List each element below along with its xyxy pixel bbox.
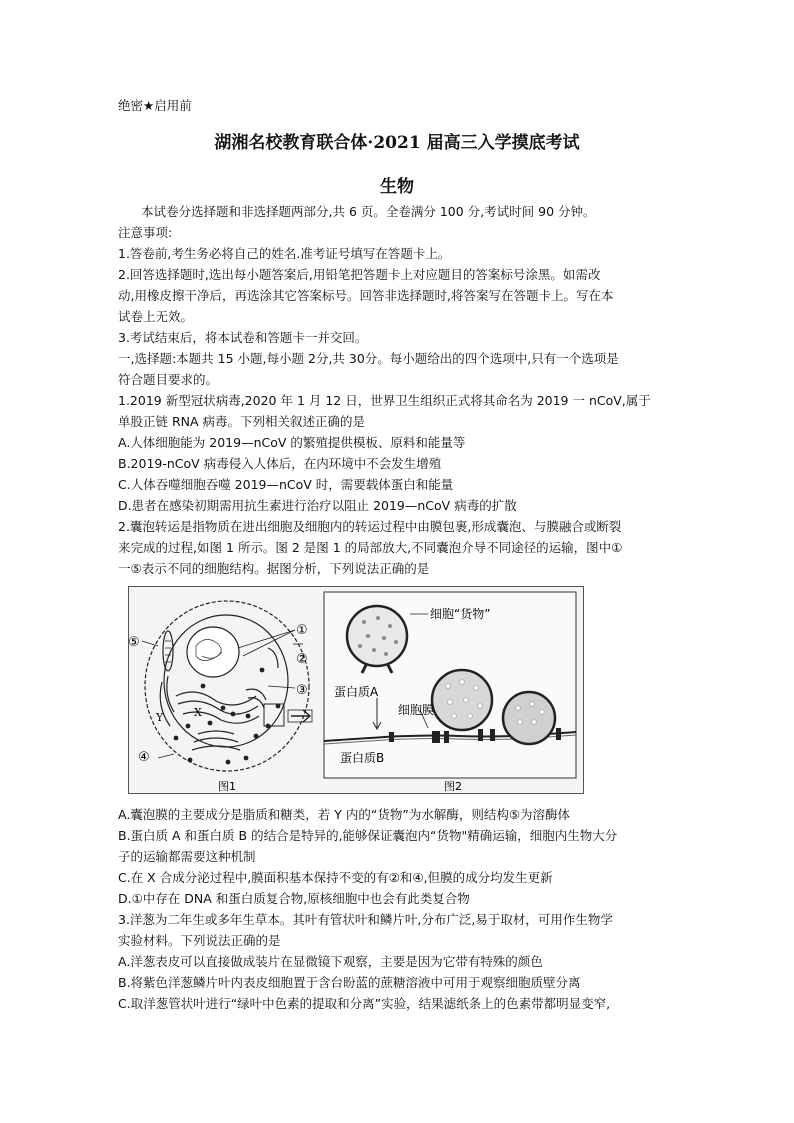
intro-line: 2.回答选择题时,选出每小题答案后,用铅笔把答题卡上对应题目的答案标号涂黑。如需改 bbox=[118, 267, 601, 282]
label-circled-5: ⑤ bbox=[128, 635, 140, 650]
protein-a-label: 蛋白质A bbox=[334, 685, 379, 699]
vesicle-transport-figure bbox=[128, 586, 584, 794]
vesicle-3 bbox=[503, 692, 555, 744]
protein-b-label: 蛋白质B bbox=[340, 751, 385, 765]
q1-option: C.人体吞噬细胞吞噬 2019—nCoV 时，需要载体蛋白和能量 bbox=[118, 477, 454, 492]
vesicle-1 bbox=[347, 606, 407, 666]
q1-option: D.患者在感染初期需用抗生素进行治疗以阻止 2019—nCoV 病毒的扩散 bbox=[118, 498, 517, 513]
q3-option: C.取洋葱管状叶进行“绿叶中色素的提取和分离”实验，结果滤纸条上的色素带都明显变窄, bbox=[118, 996, 611, 1011]
q3-line: 实验材料。下列说法正确的是 bbox=[118, 933, 281, 948]
intro-line: 本试卷分选择题和非选择题两部分,共 6 页。全卷满分 100 分,考试时间 90 分钟。 bbox=[141, 204, 596, 219]
q1-line: 单股正链 RNA 病毒。下列相关叙述正确的是 bbox=[118, 414, 366, 429]
caption-figure2: 图2 bbox=[444, 780, 462, 793]
q2-option: 子的运输都需要这种机制 bbox=[118, 849, 256, 864]
label-circled-4: ④ bbox=[138, 750, 150, 765]
label-circled-3: ③ bbox=[296, 683, 308, 698]
q3-option: B.将紫色洋葱鳞片叶内表皮细胞置于含台盼蓝的蔗糖溶液中可用于观察细胞质壁分离 bbox=[118, 975, 581, 990]
label-y: Y bbox=[156, 711, 164, 724]
q2-option: C.在 X 合成分泌过程中,膜面积基本保持不变的有②和④,但膜的成分均发生更新 bbox=[118, 870, 553, 885]
vesicle-2 bbox=[432, 670, 492, 730]
intro-line: 注意事项: bbox=[118, 225, 173, 240]
caption-figure1: 图1 bbox=[218, 780, 236, 793]
label-circled-2: ② bbox=[296, 652, 308, 667]
exam-title: 湖湘名校教育联合体·2021 届高三入学摸底考试 bbox=[214, 133, 580, 153]
intro-line: 3.考试结束后，将本试卷和答题卡一并交回。 bbox=[118, 330, 368, 345]
q2-option: A.囊泡膜的主要成分是脂质和糖类，若 Y 内的“货物”为水解酶，则结构⑤为溶酶体 bbox=[118, 807, 571, 822]
intro-line: 试卷上无效。 bbox=[118, 309, 194, 324]
q2-option: B.蛋白质 A 和蛋白质 B 的结合是特异的,能够保证囊泡内“货物"精确运输，细胞内生物大分 bbox=[118, 828, 618, 843]
label-x: X bbox=[194, 706, 202, 719]
intro-line: 一,选择题:本题共 15 小题,每小题 2分,共 30分。每小题给出的四个选项中,只有一个选项是 bbox=[118, 351, 619, 366]
intro-line: 1.答卷前,考生务必将自己的姓名.准考证号填写在答题卡上。 bbox=[118, 246, 451, 261]
secret-label: 绝密★启用前 bbox=[118, 98, 192, 113]
q1-option: A.人体细胞能为 2019—nCoV 的繁殖提供模板、原料和能量等 bbox=[118, 435, 466, 450]
intro-line: 符合题目要求的。 bbox=[118, 372, 219, 387]
q3-line: 3.洋葱为二年生或多年生草本。其叶有管状叶和鳞片叶,分布广泛,易于取材，可用作生物学 bbox=[118, 912, 613, 927]
q2-option: D.①中存在 DNA 和蛋白质复合物,原核细胞中也会有此类复合物 bbox=[118, 891, 470, 906]
intro-line: 动,用橡皮擦干净后，再选涂其它答案标号。回答非选择题时,将答案写在答题卡上。写在本 bbox=[118, 288, 614, 303]
q3-option: A.洋葱表皮可以直接做成装片在显微镜下观察，主要是因为它带有特殊的颜色 bbox=[118, 954, 543, 969]
q2-line: 一⑤表示不同的细胞结构。据图分析，下列说法正确的是 bbox=[118, 561, 430, 576]
membrane-label: 细胞膜 bbox=[398, 703, 435, 717]
cargo-label: 细胞“货物” bbox=[430, 607, 491, 621]
q2-line: 2.囊泡转运是指物质在进出细胞及细胞内的转运过程中由膜包裹,形成囊泡、与膜融合或断裂 bbox=[118, 519, 622, 534]
q1-line: 1.2019 新型冠状病毒,2020 年 1 月 12 日，世界卫生组织正式将其命名为 2019 一 nCoV,属于 bbox=[118, 393, 651, 408]
subject-title: 生物 bbox=[380, 177, 414, 197]
q1-option: B.2019-nCoV 病毒侵入人体后，在内环境中不会发生增殖 bbox=[118, 456, 442, 471]
label-circled-1: ① bbox=[296, 623, 308, 638]
q2-line: 来完成的过程,如图 1 所示。图 2 是图 1 的局部放大,不同囊泡介导不同途径的运输，图中① bbox=[118, 540, 623, 555]
